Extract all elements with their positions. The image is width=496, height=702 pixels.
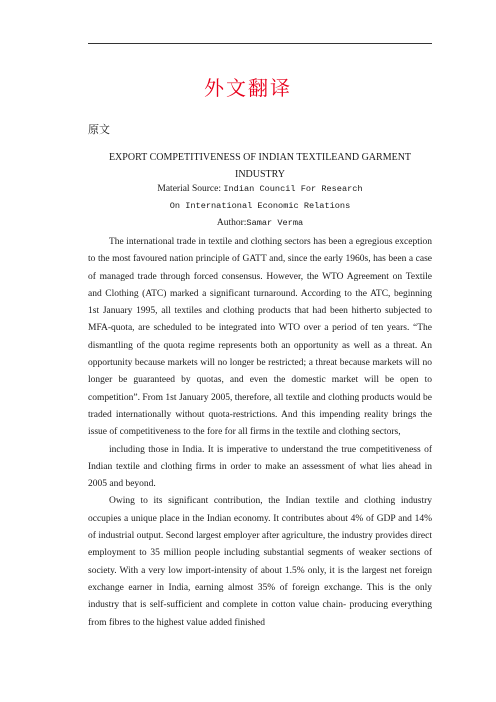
article-title: EXPORT COMPETITIVENESS OF INDIAN TEXTILEAND GARMENT INDUSTRY <box>108 152 412 180</box>
source-name: Indian Council For Research <box>223 184 363 194</box>
source-line-2 <box>88 201 432 211</box>
source-name-cont: On International Economic Relations <box>169 201 351 211</box>
paragraph-1: The international trade in textile and clothing sectors has been a egregious exception to the most favoured nation principle of GATT and, since the early 1960s, has been a case of managed trade through forced consensus. However, the WTO Agreement on Textile and Clothing (ATC) marked a significant turnaround. According to the ATC, beginning 1st January 1995, all textiles and clothing products that had been hitherto subjected to MFA-quota, are scheduled to be integrated into WTO over a period of ten years. “The dismantling of the quota regime represents both an opportunity as well as a threat. An opportunity because markets will no longer be restricted; a threat because markets will no longer be guaranteed by quotas, and even the domestic market will be open to competition”. From 1st January 2005, therefore, all textile and clothing products would be traded internationally without quota-restrictions. And this impending reality brings the issue of competitiveness to the fore for all firms in the textile and clothing sectors, <box>88 237 432 438</box>
article-body <box>88 234 432 632</box>
author-name: Samar Verma <box>246 218 304 228</box>
section-label: 原文 <box>88 123 110 136</box>
source-prefix: Material Source: <box>157 184 221 194</box>
author-line <box>88 218 432 228</box>
chinese-title: 外文翻译 <box>204 76 292 100</box>
author-prefix: Author: <box>216 218 247 228</box>
source-line-1 <box>88 184 432 194</box>
paragraph-2: including those in India. It is imperative to understand the true competitiveness of Indian textile and clothing firms in order to make an assessment of what lies ahead in 2005 and beyond. <box>88 444 432 490</box>
header-rule <box>88 43 432 44</box>
paragraph-3: Owing to its significant contribution, the Indian textile and clothing industry occupies a unique place in the Indian economy. It contributes about 4% of GDP and 14% of industrial output. Second largest employer after agriculture, the industry provides direct employment to 35 million people including substantial segments of weaker sections of society. With a very low import-intensity of about 1.5% only, it is the largest net foreign exchange earner in India, earning almost 35% of foreign exchange. This is the only industry that is self-sufficient and complete in cotton value chain- producing everything from fibres to the highest value added finished <box>88 496 432 628</box>
